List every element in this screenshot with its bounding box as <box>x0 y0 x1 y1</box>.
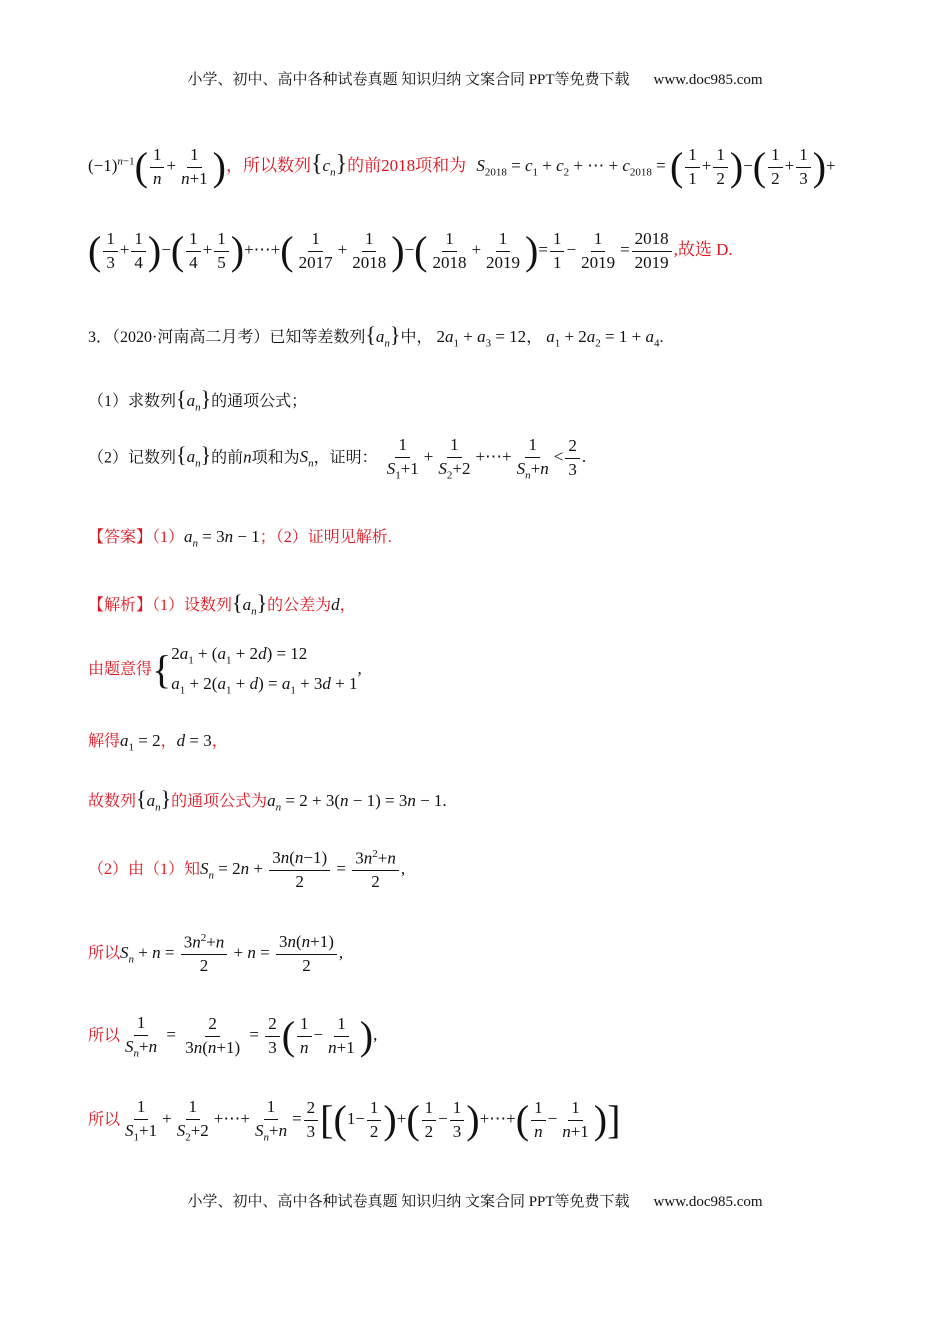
analysis-l1c: ， <box>339 597 356 614</box>
prev-text-b: 的前2018项和为 <box>347 156 467 176</box>
question-3-stem: 3．（2020·河南高二月考）已知等差数列$\{a_n\}$中， $2a_1 + a_3 = 12$， $a_1 + 2a_2 = 1 + a_4$. <box>88 322 664 350</box>
part2-text-d: ，证明： <box>313 449 378 467</box>
question-number: 3． <box>88 329 113 346</box>
part2-text-c: 项和为 <box>251 449 300 467</box>
answer-part2: （2）证明见解析. <box>275 529 392 546</box>
footer-text: 小学、初中、高中各种试卷真题 知识归纳 文案合同 PPT等免费下载 <box>187 1194 630 1210</box>
page-header <box>0 68 950 89</box>
question-period: . <box>659 329 664 346</box>
prev-conclusion: ,故选 D. <box>673 240 733 260</box>
analysis-l5: （2）由（1）知 <box>88 860 201 878</box>
question-part-2: （2）记数列$\{a_n\}$的前n项和为$S_n$，证明： $\frac{1}{S_1+1}$ + $\frac{1}{S_2+2}$ +⋯+ $\frac{1}{S_n+n}$ < $\frac{2}{3}$ . <box>88 435 587 482</box>
page-footer <box>0 1190 950 1211</box>
analysis-solve: 解得$a_1 = 2$，d = 3， <box>88 731 228 754</box>
analysis-sn: （2）由（1）知$S_n = 2n$ + $\frac{3n(n-1)}{2}$ = $\frac{3n^2+n}{2}$ , <box>88 847 406 892</box>
analysis-so-3: 所以 <box>88 1111 121 1129</box>
answer-part1: （1） <box>152 529 185 546</box>
question-part-1: （1）求数列$\{a_n\}$的通项公式； <box>88 386 308 414</box>
analysis-reciprocal: 所以 $\frac{1}{S_n+n}$ = $\frac{2}{3n(n+1)}$ = $\frac{2}{3}$ ( $\frac{1}{n}$ − $\frac{1}{n+1}$ ), <box>88 1013 378 1060</box>
answer-sep: ； <box>259 529 276 546</box>
header-text: 小学、初中、高中各种试卷真题 知识归纳 文案合同 PPT等免费下载 <box>187 72 630 88</box>
analysis-so-2: 所以 <box>88 1027 121 1045</box>
analysis-l1b: 的公差为 <box>267 597 332 614</box>
part1-text-b: 的通项公式； <box>211 393 308 410</box>
analysis-l4a: 故数列 <box>88 793 137 810</box>
analysis-l3: 解得 <box>88 733 121 750</box>
part1-text-a: （1）求数列 <box>88 393 177 410</box>
part2-text-a: （2）记数列 <box>88 449 177 467</box>
analysis-l4b: 的通项公式为 <box>171 793 268 810</box>
answer-label: 【答案】 <box>88 529 153 546</box>
analysis-general-term: 故数列$\{a_n\}$的通项公式为$a_n = 2 + 3(n - 1) = 3n - 1$. <box>88 786 447 814</box>
question-source: （2020·河南高二月考）已知等差数列 <box>112 329 366 346</box>
footer-site: www.doc985.com <box>653 1194 763 1210</box>
question-mid: 中， <box>400 329 433 346</box>
analysis-so-1: 所以 <box>88 944 121 962</box>
analysis-l1a: （1）设数列 <box>152 597 233 614</box>
analysis-sn-plus-n: 所以$S_n + n$ = $\frac{3n^2+n}{2}$ + n = $\frac{3n(n+1)}{2}$ , <box>88 931 344 976</box>
prev-line-2: ( $\frac{1}{3}$ + $\frac{1}{4}$ )−( $\frac{1}{4}$ + $\frac{1}{5}$ )+⋯+( $\frac{1}{2017}$ + $\frac{1}{2018}$ )−( $\frac{1}{2018}$ + $\frac{1}{2019}$ )= $\frac{1}{1}$ − $\frac{1}{2019}$ = $\frac{2018}{2019}$ ,故选 D. <box>88 228 733 274</box>
analysis-line-1: 【解析】（1）设数列$\{a_n\}$的公差为d， <box>88 590 356 618</box>
part2-text-b: 的前 <box>211 449 244 467</box>
prev-text-a: ，所以数列 <box>225 156 311 176</box>
analysis-system: 由题意得{ $2a_1 + (a_1 + 2d) = 12$ $a_1 + 2(a_1 + d) = a_1 + 3d + 1$ , <box>88 644 362 697</box>
analysis-telescoping-sum: 所以 $\frac{1}{S_1+1}$ + $\frac{1}{S_2+2}$ +⋯+ $\frac{1}{S_n+n}$ = $\frac{2}{3}$ [(1− $\frac{1}{2}$ )+( $\frac{1}{2}$ − $\frac{1}{3}$ )+⋯+( $\frac{1}{n}$ − $\frac{1}{n+1}$ )] <box>88 1097 621 1144</box>
answer-line: 【答案】$(1)a_n = 3n - 1$；（2）证明见解析. <box>88 527 392 550</box>
header-site: www.doc985.com <box>653 72 763 88</box>
question-comma: ， <box>526 329 543 346</box>
analysis-label: 【解析】 <box>88 597 153 614</box>
analysis-l2: 由题意得 <box>88 660 153 678</box>
prev-line-1: $(-1)^{n-1}$( $\frac{1}{n}$ + $\frac{1}{n+1}$ )，所以数列$\{c_n\}$的前2018项和为 $S_{2018} = c_1 + c_2$ + ⋯ + $c_{2018}$ = ( $\frac{1}{1}$ + $\frac{1}{2}$ )−( $\frac{1}{2}$ + $\frac{1}{3}$ )+ <box>88 144 836 190</box>
